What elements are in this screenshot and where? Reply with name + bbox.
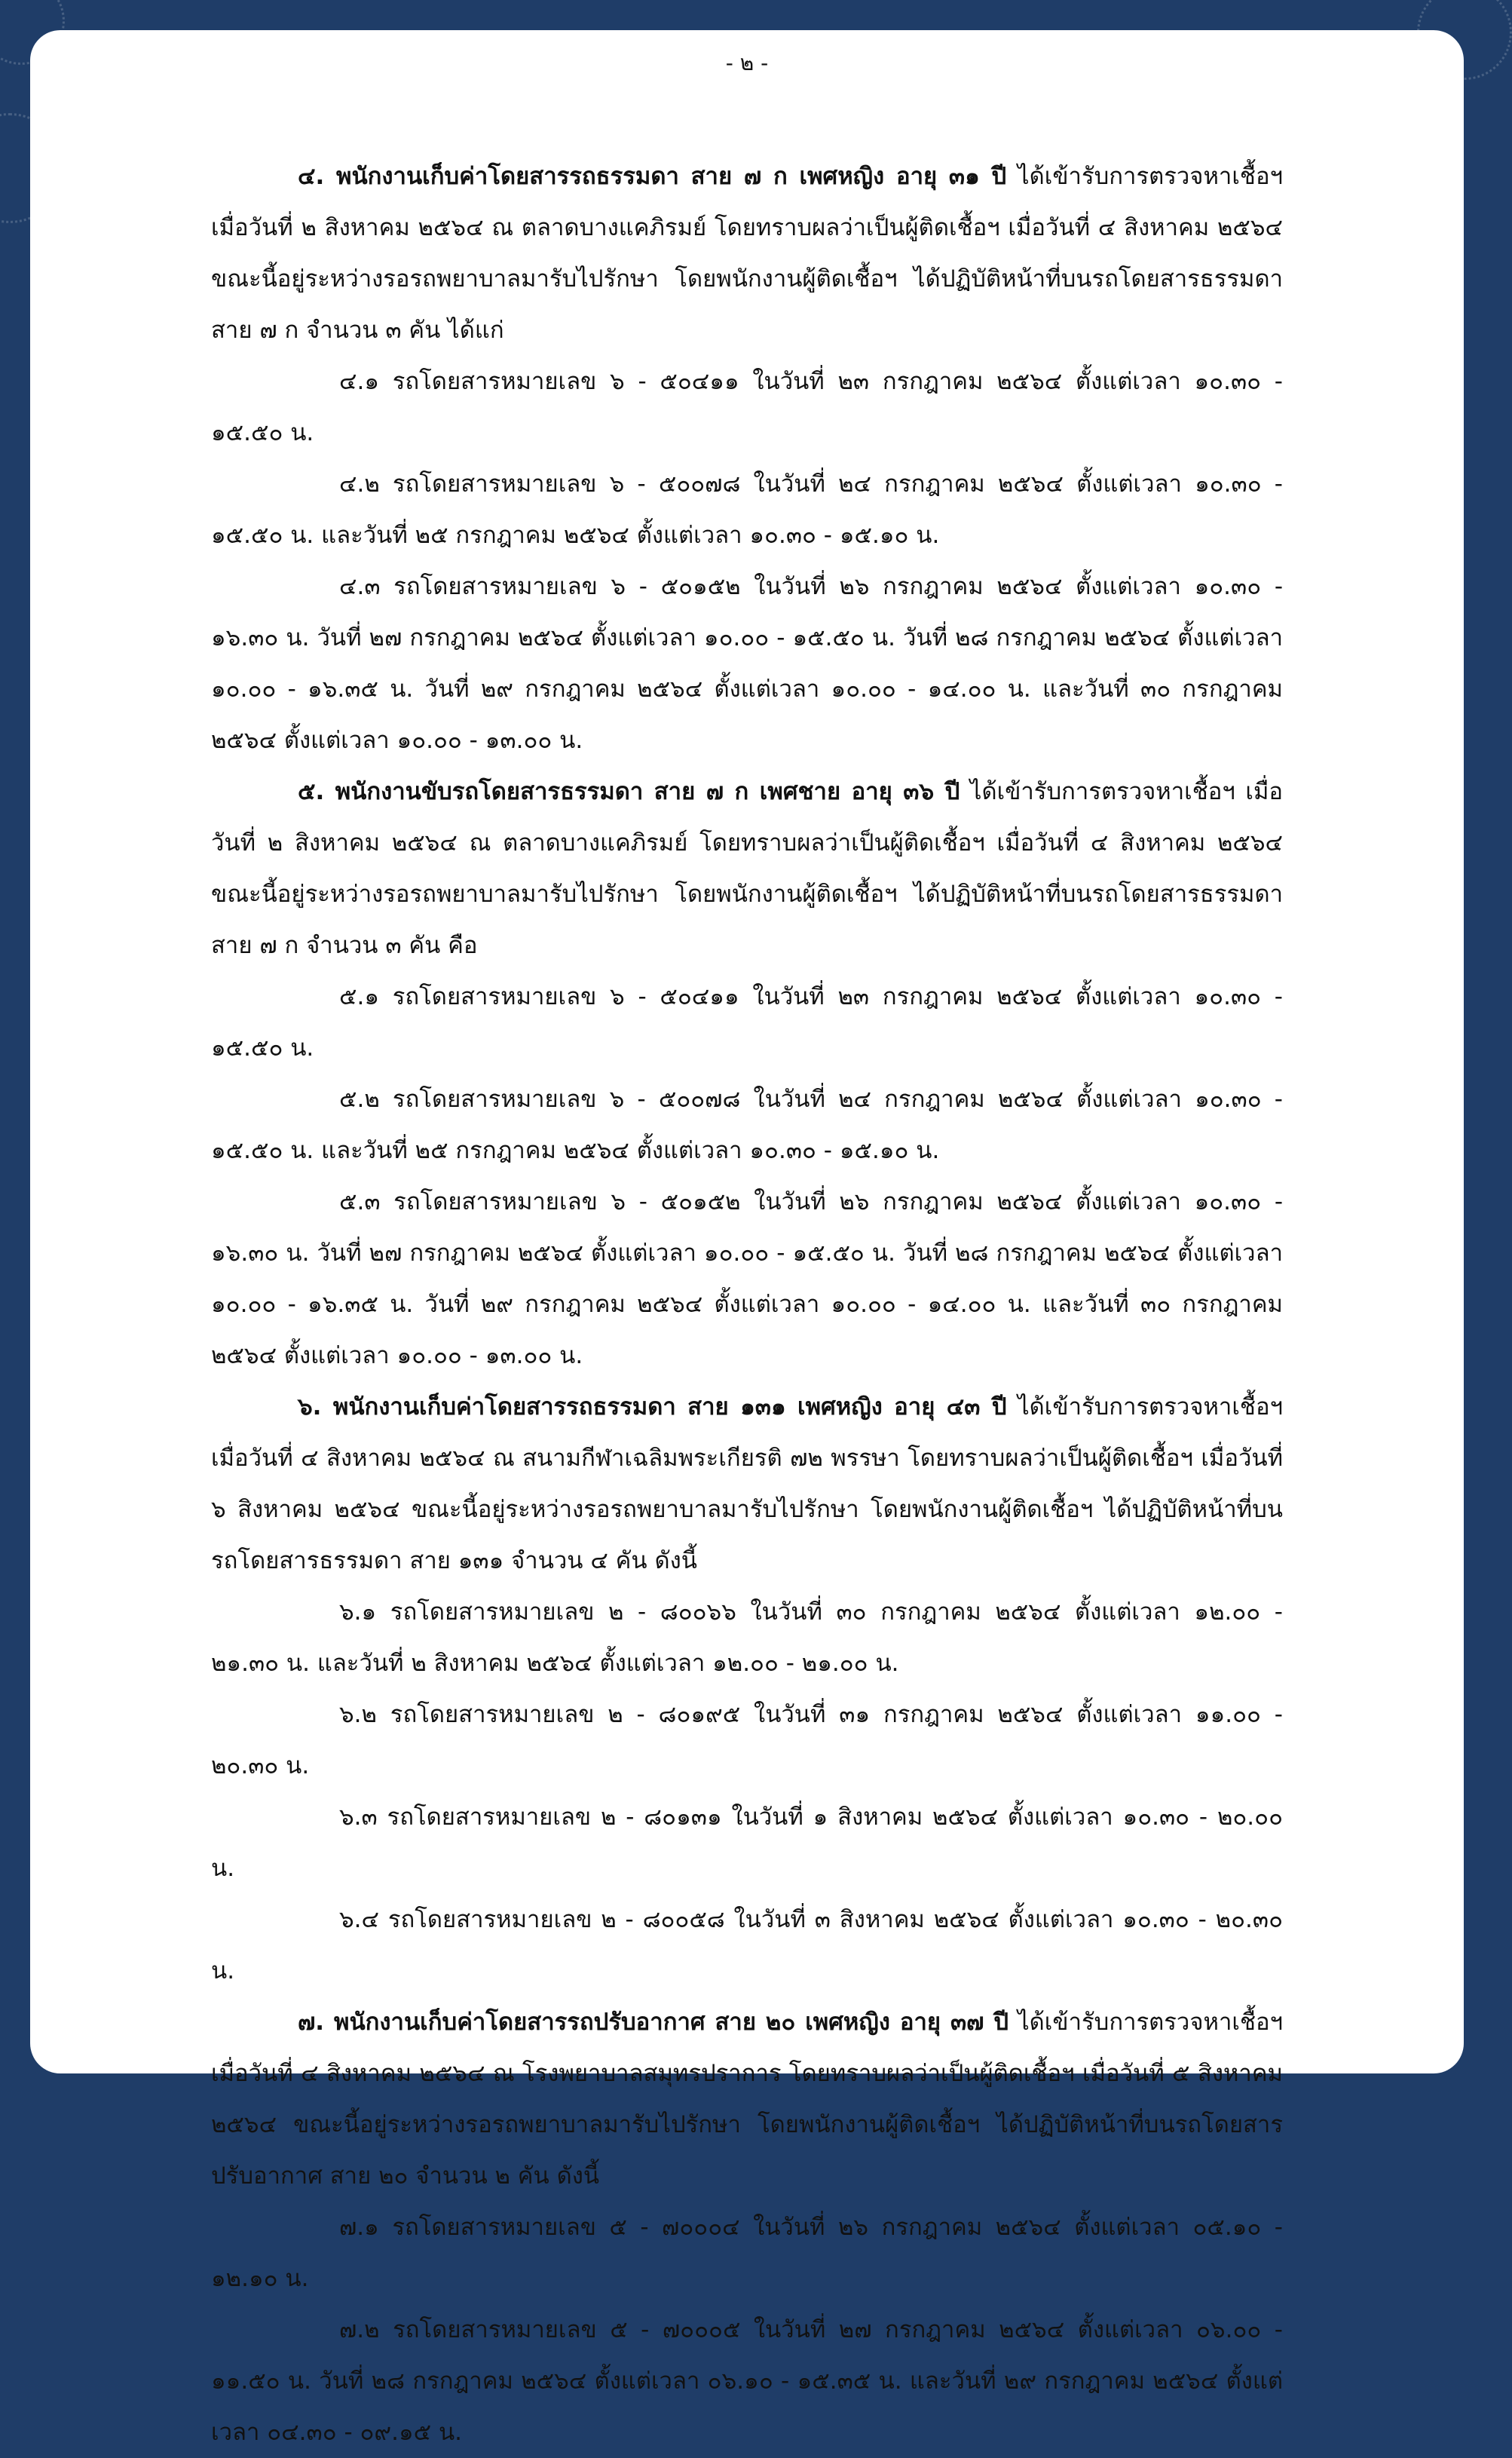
section-4-body: ได้เข้ารับการตรวจหาเชื้อฯ เมื่อวันที่ ๒ สิงหาคม ๒๕๖๔ ณ ตลาดบางแคภิรมย์ โดยทราบผลว่าเป็นผู้ติดเชื้อฯ เมื่อวันที่ ๔ สิงหาคม ๒๕๖๔ ขณะนี้อยู่ระหว่างรอรถพยาบาลมารับไปรักษา โดยพนักงานผู้ติดเชื้อฯ ได้ปฏิบัติหน้าที่บนรถโดยสารธรรมดา สาย ๗ ก จำนวน ๓ คัน ได้แก่	[211, 163, 1283, 344]
item-6-4: ๖.๔ รถโดยสารหมายเลข ๒ - ๘๐๐๕๘ ในวันที่ ๓ สิงหาคม ๒๕๖๔ ตั้งแต่เวลา ๑๐.๓๐ - ๒๐.๓๐ น.	[211, 1906, 1283, 1984]
item-4-2: ๔.๒ รถโดยสารหมายเลข ๖ - ๕๐๐๗๘ ในวันที่ ๒๔ กรกฎาคม ๒๕๖๔ ตั้งแต่เวลา ๑๐.๓๐ - ๑๕.๕๐ น. และวันที่ ๒๕ กรกฎาคม ๒๕๖๔ ตั้งแต่เวลา ๑๐.๓๐ - ๑๕.๑๐ น.	[211, 470, 1283, 549]
document-page	[30, 30, 1464, 2446]
section-6-heading: ๖. พนักงานเก็บค่าโดยสารรถธรรมดา สาย ๑๓๑ เพศหญิง อายุ ๔๓ ปี	[298, 1393, 1007, 1421]
page-number: - ๒ -	[725, 51, 769, 75]
item-6-2: ๖.๒ รถโดยสารหมายเลข ๒ - ๘๐๑๙๕ ในวันที่ ๓๑ กรกฎาคม ๒๕๖๔ ตั้งแต่เวลา ๑๑.๐๐ - ๒๐.๓๐ น.	[211, 1701, 1283, 1779]
item-5-3: ๕.๓ รถโดยสารหมายเลข ๖ - ๕๐๑๕๒ ในวันที่ ๒๖ กรกฎาคม ๒๕๖๔ ตั้งแต่เวลา ๑๐.๓๐ - ๑๖.๓๐ น. วันที่ ๒๗ กรกฎาคม ๒๕๖๔ ตั้งแต่เวลา ๑๐.๐๐ - ๑๕.๕๐ น. วันที่ ๒๘ กรกฎาคม ๒๕๖๔ ตั้งแต่เวลา ๑๐.๐๐ - ๑๖.๓๕ น. วันที่ ๒๙ กรกฎาคม ๒๕๖๔ ตั้งแต่เวลา ๑๐.๐๐ - ๑๔.๐๐ น. และวันที่ ๓๐ กรกฎาคม ๒๕๖๔ ตั้งแต่เวลา ๑๐.๐๐ - ๑๓.๐๐ น.	[211, 1188, 1283, 1369]
section-7-body: ได้เข้ารับการตรวจหาเชื้อฯ เมื่อวันที่ ๔ สิงหาคม ๒๕๖๔ ณ โรงพยาบาลสมุทรปราการ โดยทราบผลว่าเป็นผู้ติดเชื้อฯ เมื่อวันที่ ๕ สิงหาคม ๒๕๖๔ ขณะนี้อยู่ระหว่างรอรถพยาบาลมารับไปรักษา โดยพนักงานผู้ติดเชื้อฯ ได้ปฏิบัติหน้าที่บนรถโดยสารปรับอากาศ สาย ๒๐ จำนวน ๒ คัน ดังนี้	[211, 2009, 1284, 2190]
section-6	[211, 1381, 1283, 1586]
section-7	[211, 1997, 1283, 2202]
section-4-heading: ๔. พนักงานเก็บค่าโดยสารรถธรรมดา สาย ๗ ก เพศหญิง อายุ ๓๑ ปี	[298, 163, 1007, 190]
item-5-2: ๕.๒ รถโดยสารหมายเลข ๖ - ๕๐๐๗๘ ในวันที่ ๒๔ กรกฎาคม ๒๕๖๔ ตั้งแต่เวลา ๑๐.๓๐ - ๑๕.๕๐ น. และวันที่ ๒๕ กรกฎาคม ๒๕๖๔ ตั้งแต่เวลา ๑๐.๓๐ - ๑๕.๑๐ น.	[211, 1086, 1283, 1164]
item-4-1: ๔.๑ รถโดยสารหมายเลข ๖ - ๕๐๔๑๑ ในวันที่ ๒๓ กรกฎาคม ๒๕๖๔ ตั้งแต่เวลา ๑๐.๓๐ - ๑๕.๕๐ น.	[211, 368, 1283, 446]
section-5-heading: ๕. พนักงานขับรถโดยสารธรรมดา สาย ๗ ก เพศชาย อายุ ๓๖ ปี	[298, 778, 960, 805]
item-6-3: ๖.๓ รถโดยสารหมายเลข ๒ - ๘๐๑๓๑ ในวันที่ ๑ สิงหาคม ๒๕๖๔ ตั้งแต่เวลา ๑๐.๓๐ - ๒๐.๐๐ น.	[211, 1804, 1283, 1882]
section-5	[211, 766, 1283, 971]
section-7-heading: ๗. พนักงานเก็บค่าโดยสารรถปรับอากาศ สาย ๒๐ เพศหญิง อายุ ๓๗ ปี	[298, 2009, 1009, 2036]
section-5-body: ได้เข้ารับการตรวจหาเชื้อฯ เมื่อวันที่ ๒ สิงหาคม ๒๕๖๔ ณ ตลาดบางแคภิรมย์ โดยทราบผลว่าเป็นผู้ติดเชื้อฯ เมื่อวันที่ ๔ สิงหาคม ๒๕๖๔ ขณะนี้อยู่ระหว่างรอรถพยาบาลมารับไปรักษา โดยพนักงานผู้ติดเชื้อฯ ได้ปฏิบัติหน้าที่บนรถโดยสารธรรมดา สาย ๗ ก จำนวน ๓ คัน คือ	[211, 778, 1284, 959]
item-5-1: ๕.๑ รถโดยสารหมายเลข ๖ - ๕๐๔๑๑ ในวันที่ ๒๓ กรกฎาคม ๒๕๖๔ ตั้งแต่เวลา ๑๐.๓๐ - ๑๕.๕๐ น.	[211, 983, 1283, 1062]
section-4	[211, 151, 1283, 356]
item-7-1: ๗.๑ รถโดยสารหมายเลข ๕ - ๗๐๐๐๔ ในวันที่ ๒๖ กรกฎาคม ๒๕๖๔ ตั้งแต่เวลา ๐๕.๑๐ - ๑๒.๑๐ น.	[211, 2214, 1283, 2292]
section-6-body: ได้เข้ารับการตรวจหาเชื้อฯ เมื่อวันที่ ๔ สิงหาคม ๒๕๖๔ ณ สนามกีฬาเฉลิมพระเกียรติ ๗๒ พรรษา โดยทราบผลว่าเป็นผู้ติดเชื้อฯ เมื่อวันที่ ๖ สิงหาคม ๒๕๖๔ ขณะนี้อยู่ระหว่างรอรถพยาบาลมารับไปรักษา โดยพนักงานผู้ติดเชื้อฯ ได้ปฏิบัติหน้าที่บนรถโดยสารธรรมดา สาย ๑๓๑ จำนวน ๔ คัน ดังนี้	[211, 1393, 1283, 1574]
item-7-2: ๗.๒ รถโดยสารหมายเลข ๕ - ๗๐๐๐๕ ในวันที่ ๒๗ กรกฎาคม ๒๕๖๔ ตั้งแต่เวลา ๐๖.๐๐ - ๑๑.๕๐ น. วันที่ ๒๘ กรกฎาคม ๒๕๖๔ ตั้งแต่เวลา ๐๖.๑๐ - ๑๕.๓๕ น. และวันที่ ๒๙ กรกฎาคม ๒๕๖๔ ตั้งแต่เวลา ๐๔.๓๐ - ๐๙.๑๕ น.	[211, 2316, 1283, 2446]
item-4-3: ๔.๓ รถโดยสารหมายเลข ๖ - ๕๐๑๕๒ ในวันที่ ๒๖ กรกฎาคม ๒๕๖๔ ตั้งแต่เวลา ๑๐.๓๐ - ๑๖.๓๐ น. วันที่ ๒๗ กรกฎาคม ๒๕๖๔ ตั้งแต่เวลา ๑๐.๐๐ - ๑๕.๕๐ น. วันที่ ๒๘ กรกฎาคม ๒๕๖๔ ตั้งแต่เวลา ๑๐.๐๐ - ๑๖.๓๕ น. วันที่ ๒๙ กรกฎาคม ๒๕๖๔ ตั้งแต่เวลา ๑๐.๐๐ - ๑๔.๐๐ น. และวันที่ ๓๐ กรกฎาคม ๒๕๖๔ ตั้งแต่เวลา ๑๐.๐๐ - ๑๓.๐๐ น.	[211, 573, 1283, 754]
item-6-1: ๖.๑ รถโดยสารหมายเลข ๒ - ๘๐๐๖๖ ในวันที่ ๓๐ กรกฎาคม ๒๕๖๔ ตั้งแต่เวลา ๑๒.๐๐ - ๒๑.๓๐ น. และวันที่ ๒ สิงหาคม ๒๕๖๔ ตั้งแต่เวลา ๑๒.๐๐ - ๒๑.๐๐ น.	[211, 1598, 1283, 1677]
